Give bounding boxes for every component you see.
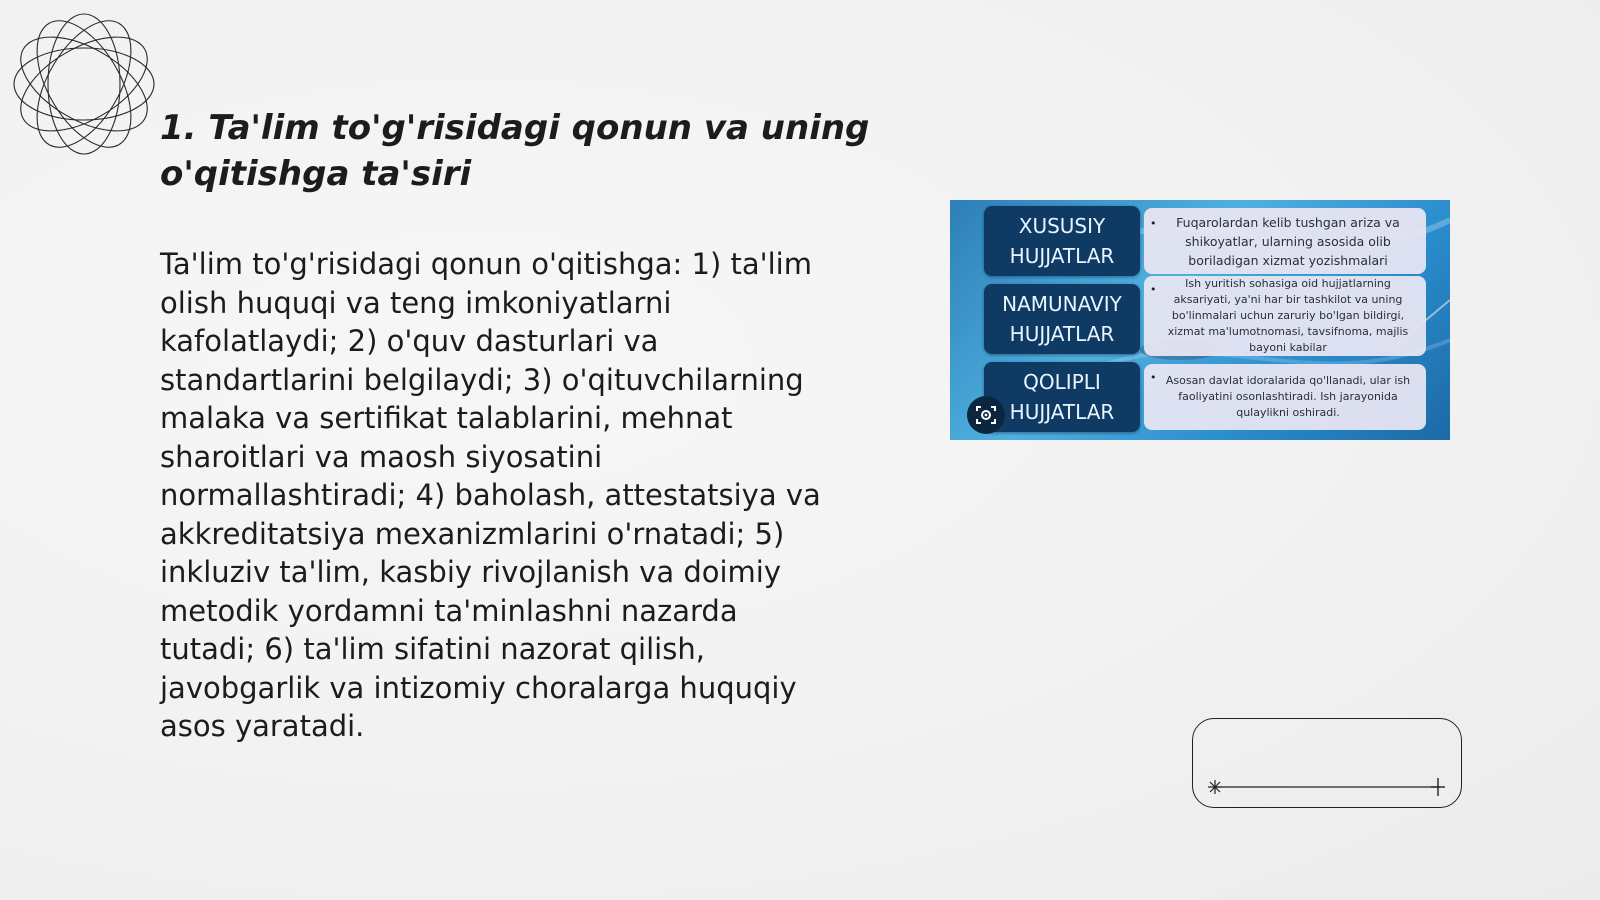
doc-label-namunaviy bbox=[984, 284, 1140, 354]
decorative-line bbox=[1205, 778, 1450, 796]
doc-row-qolipli bbox=[984, 362, 1412, 432]
bullet-marker: • bbox=[1150, 283, 1157, 296]
slide-title: 1. Ta'lim to'g'risidagi qonun va uning o'qitishga ta'siri bbox=[160, 108, 870, 194]
sparkle-star-icon bbox=[1208, 780, 1222, 794]
doc-desc-qolipli bbox=[1144, 364, 1426, 430]
spirograph-rings-icon bbox=[10, 10, 158, 158]
doc-label-line2: HUJJATLAR bbox=[1009, 400, 1115, 424]
doc-desc-xususiy bbox=[1144, 208, 1426, 274]
plus-star-icon bbox=[1431, 778, 1445, 796]
doc-label-line1: QOLIPLI bbox=[1023, 370, 1101, 394]
slide-body-text: Ta'lim to'g'risidagi qonun o'qitishga: 1) ta'lim olish huquqi va teng imkoniyatlarni kafolatlaydi; 2) o'quv dasturlari va standartlarini belgilaydi; 3) o'qituvchilarning malaka va sertifikat talablarini, mehnat sharoitlari va maosh siyosatini normallashtiradi; 4) baholash, attestatsiya va akkreditatsiya mexanizmlarini o'rnatadi; 5) inkluziv ta'lim, kasbiy rivojlanish va doimiy metodik yordamni ta'minlashni nazarda tutadi; 6) ta'lim sifatini nazorat qilish, javobgarlik va intizomiy choralarga huquqiy asos yaratadi. bbox=[160, 247, 821, 743]
image-search-button[interactable] bbox=[967, 396, 1005, 434]
doc-desc-text: Asosan davlat idoralarida qo'llanadi, ular ish faoliyatini osonlashtiradi. Ish jarayonida qulaylikni oshiradi. bbox=[1165, 374, 1411, 419]
image-search-icon bbox=[975, 404, 997, 426]
doc-label-xususiy bbox=[984, 206, 1140, 276]
doc-row-namunaviy bbox=[984, 277, 1412, 354]
doc-label-line2: HUJJATLAR bbox=[1009, 322, 1115, 346]
doc-label-line1: XUSUSIY bbox=[1018, 214, 1106, 238]
bullet-marker: • bbox=[1150, 217, 1157, 230]
doc-label-line2: HUJJATLAR bbox=[1009, 244, 1115, 268]
doc-label-line1: NAMUNAVIY bbox=[1002, 292, 1122, 316]
document-types-infographic bbox=[950, 200, 1450, 440]
bullet-marker: • bbox=[1150, 371, 1157, 384]
doc-desc-text: Ish yuritish sohasiga oid hujjatlarning aksariyati, ya'ni har bir tashkilot va uning bo'linmalari uchun zaruriy bo'lgan bildirgi, xizmat ma'lumotnomasi, tavsifnoma, majlis bayoni kabilar bbox=[1167, 277, 1409, 354]
doc-desc-text: Fuqarolardan kelib tushgan ariza va shikoyatlar, ularning asosida olib boriladigan xizmat yozishmalari bbox=[1176, 214, 1400, 268]
doc-row-xususiy bbox=[984, 206, 1412, 276]
doc-label-qolipli bbox=[984, 362, 1140, 432]
doc-desc-namunaviy bbox=[1144, 276, 1426, 356]
